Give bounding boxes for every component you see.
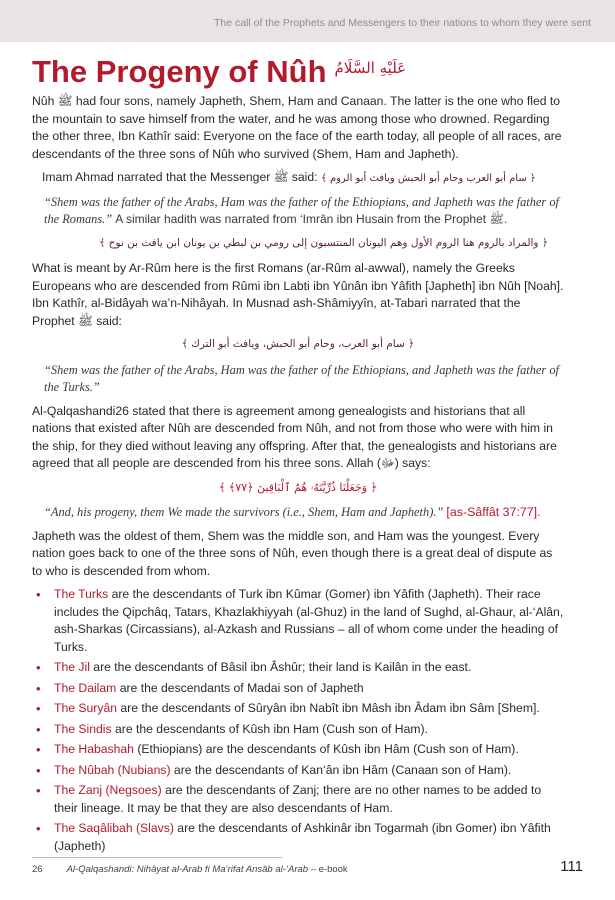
ayah-translation-text: “And, his progeny, them We made the survivors (i.e., Shem, Ham and Japheth).”	[44, 505, 444, 519]
footnote-suffix: – e-book	[308, 864, 348, 875]
race-name: The Jil	[54, 660, 90, 674]
page-title: The Progeny of Nûh	[32, 54, 327, 89]
running-head: The call of the Prophets and Messengers to their nations to whom they were sent	[213, 17, 591, 29]
race-description: are the descendants of Bâsil ibn Âshûr; their land is Kailân in the east.	[89, 660, 472, 674]
race-description: are the descendants of Ashkinâr ibn Togarmah (ibn Gomer) ibn Yâfith (Japheth)	[54, 821, 551, 853]
page-header	[0, 0, 615, 42]
intro-paragraph: Nûh ﷺ had four sons, namely Japheth, Shem, Ham and Canaan. The latter is the one who fled to the mountain to save himself from the water, and he was among those who drowned. Regarding the other three, Ibn Kathîr said: Everyone on the face of the earth today, all people of all races, are descendants of the three sons of Nûh who survived (Shem, Ham and Japheth).	[32, 94, 562, 161]
race-name: The Nûbah (Nubians)	[54, 762, 171, 777]
qalqashandi-paragraph: Al-Qalqashandi26 stated that there is agreement among genealogists and historians that all nations that existed after Nûh are descended from Nûh, and not from those who were with him in the ship, for they died without leaving any offspring. After that, the genealogists and historians are agreed that all people are descended from his three sons. Allah (ﷻ) says:	[32, 403, 557, 470]
list-item	[32, 721, 564, 739]
list-item	[32, 762, 564, 780]
race-name: The Turks	[54, 587, 109, 601]
title-row	[32, 56, 406, 87]
hadith-arabic-2: ﴿ سام أبو العرب، وحام أبو الحبش، ويافث أبو الترك ﴾	[181, 338, 415, 350]
list-item	[32, 586, 564, 656]
race-name: The Saqâlibah (Slavs)	[54, 821, 174, 835]
hadith-translation-2: “Shem was the father of the Arabs, Ham was the father of the Ethiopians, and Japheth was the father of the Turks.”	[44, 362, 559, 394]
page-body	[32, 93, 564, 858]
race-name: The Zanj (Negsoes)	[54, 783, 162, 797]
race-name: The Suryân	[54, 701, 118, 715]
race-description: are the descendants of Kan‘ân ibn Hâm (Canaan son of Ham).	[170, 762, 512, 777]
race-name: The Dailam	[54, 680, 117, 695]
footnote	[32, 864, 348, 875]
race-description: are the descendants of Zanj; there are no other names to be added to their lineage. It may be that they are also descendants of Ham.	[54, 783, 542, 815]
honorific-calligraphy: عَلَيْهِ السَّلَامُ	[334, 59, 407, 77]
list-item	[32, 659, 564, 677]
race-description: are the descendants of Sûryân ibn Nabît ibn Mâsh ibn Âdam ibn Sâm [Shem].	[117, 701, 540, 715]
list-item	[32, 741, 564, 759]
ayah-translation	[44, 504, 564, 522]
quote1-note: A similar hadith was narrated from ‘Imrân ibn Husain from the Prophet ﷺ.	[115, 212, 508, 226]
quran-ayah: ﴿ وَجَعَلْنَا ذُرِّيَّتَهُۥ هُمُ ٱلْبَاقِينَ ﴿٧٧﴾ ﴾	[218, 480, 378, 494]
list-item	[32, 680, 564, 698]
japheth-paragraph: Japheth was the oldest of them, Shem was the middle son, and Ham was the youngest. Every nation goes back to one of the three sons of Nûh, even though there is a great deal of dispute as to who is descended from whom.	[32, 528, 553, 578]
race-name: The Sindis	[54, 721, 112, 736]
footnote-title: Al-Qalqashandi: Nihâyat al-Arab fi Ma‘rifat Ansâb al-‘Arab	[66, 864, 309, 875]
footnote-divider	[32, 857, 282, 858]
footnote-number: 26	[32, 864, 43, 875]
hadith-arabic: ﴿ سام أبو العرب وحام أبو الحبش ويافث أبو الروم ﴾	[320, 173, 536, 184]
race-description: are the descendants of Kûsh ibn Ham (Cush son of Ham).	[111, 721, 428, 736]
race-description: are the descendants of Turk ibn Kûmar (Gomer) ibn Yâfith (Japheth). Their race includes the Qipchâq, Tatars, Khazlakhiyyah (al-Ghuz) in the land of Sughd, al-Ghaur, al-‘Alân, ash-Sharkas (Circassians), al-Azkash and Russians – all of whom come under the heading of Turks.	[54, 587, 564, 654]
ayah-reference: [as-Sâffât 37:77].	[446, 505, 541, 519]
race-description: are the descendants of Madai son of Japheth	[116, 680, 364, 695]
rum-paragraph: What is meant by Ar-Rûm here is the first Romans (ar-Rûm al-awwal), namely the Greeks Europeans who are descended from Rûmi ibn Labti ibn Yûnân ibn Yâfith [Japheth] ibn Nûh [Noah]. Ibn Kathîr, al-Bidâyah wa’n-Nihâyah. In Musnad ash-Shâmiyyîn, at-Tabari narrated that the Prophet ﷺ said:	[32, 261, 564, 328]
list-item	[32, 820, 564, 855]
arabic-explanation: ﴿ والمراد بالروم هنا الروم الأول وهم اليونان المنتسبون إلى رومي بن لبطي بن يونان ابن يافث بن نوح ﴾	[99, 236, 548, 249]
hadith-intro-text: Imam Ahmad narrated that the Messenger ﷺ said:	[42, 170, 318, 184]
race-name: The Habashah	[54, 742, 134, 756]
quote1-text: “Shem was the father of the Arabs, Ham was the father of the Ethiopians, and Japheth was the father of the Romans.”	[44, 194, 559, 226]
hadith-translation-1	[44, 194, 564, 229]
list-item	[32, 700, 564, 718]
race-description: (Ethiopians) are the descendants of Kûsh ibn Hâm (Cush son of Ham).	[133, 742, 519, 756]
page-number: 111	[560, 858, 583, 875]
races-list	[32, 586, 564, 855]
hadith-intro	[42, 169, 564, 188]
list-item	[32, 782, 564, 817]
